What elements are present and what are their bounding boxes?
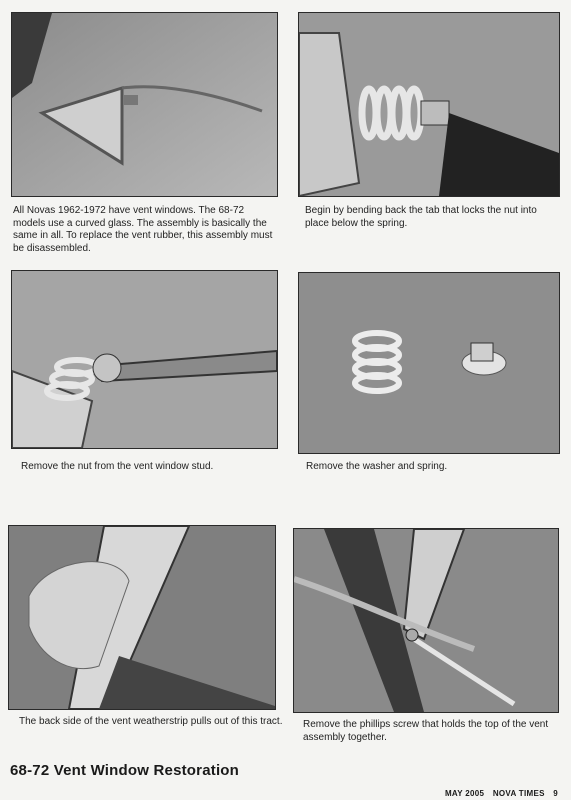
footer-date: MAY 2005 — [444, 789, 485, 798]
caption-1: All Novas 1962-1972 have vent windows. The 68-72 models use a curved glass. The assembly is basically the same in all. To replace the vent rubber, this assembly must be disassembled. — [13, 205, 273, 254]
caption-3: Remove the nut from the vent window stud. — [21, 461, 214, 472]
caption-6: Remove the phillips screw that holds the top of the vent assembly together. — [303, 719, 549, 743]
footer-publication: NOVA TIMES — [492, 789, 545, 798]
article-title: 68-72 Vent Window Restoration — [10, 762, 240, 779]
caption-5: The back side of the vent weatherstrip pulls out of this tract. — [19, 716, 283, 727]
photo-washer-and-spring — [298, 272, 560, 454]
photo-vent-window-assembly — [11, 12, 278, 197]
photo-spring-nut-tab — [298, 12, 560, 197]
page-footer — [439, 789, 558, 798]
caption-2: Begin by bending back the tab that locks the nut into place below the spring. — [305, 205, 537, 229]
photo-weatherstrip-track — [8, 525, 276, 710]
caption-4: Remove the washer and spring. — [306, 461, 448, 472]
photo-phillips-screw — [293, 528, 559, 713]
footer-page-number: 9 — [553, 789, 558, 798]
photo-wrench-removing-nut — [11, 270, 278, 449]
